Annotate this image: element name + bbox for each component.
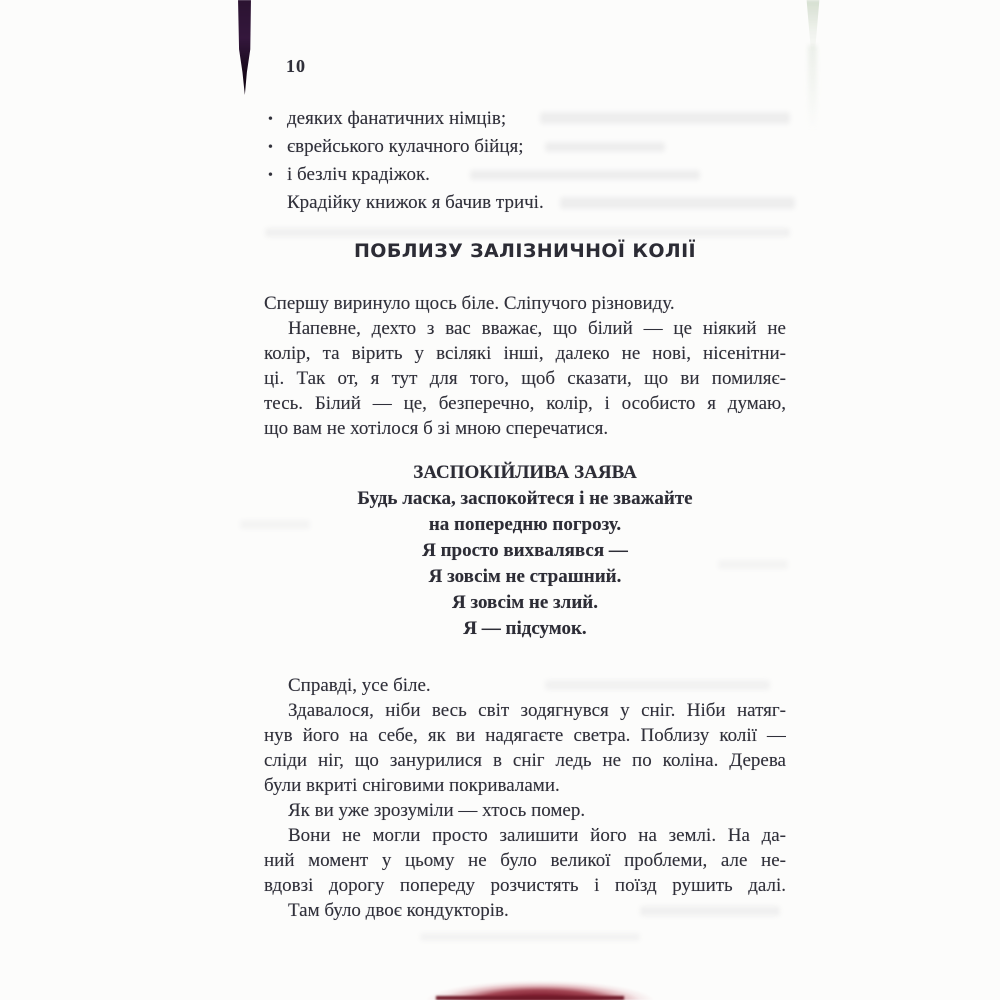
paragraph-block <box>264 291 786 441</box>
ribbon-bookmark-artifact <box>236 0 253 95</box>
bullet-item <box>264 161 786 189</box>
chapter-heading: ПОБЛИЗУ ЗАЛІЗНИЧНОЇ КОЛІЇ <box>353 240 697 262</box>
page-edge-streak-artifact <box>808 45 817 130</box>
bullet-list <box>264 105 786 217</box>
paragraph-line: Напевне, дехто з вас вважає, що білий — це ніякий не <box>288 318 786 339</box>
bullet-marker-icon: • <box>268 140 273 155</box>
bullet-marker-icon: • <box>268 112 273 127</box>
paragraph-line: були вкриті сніговими покривалами. <box>264 775 560 796</box>
paragraph-line: Здавалося, ніби весь світ зодягнувся у сніг. Ніби натяг- <box>288 700 786 721</box>
announcement-line: Я — підсумок. <box>463 618 587 639</box>
paragraph-line: нув його на себе, як ви надягаєте светра. Поблизу колії — <box>264 725 786 746</box>
paragraph-line: Спершу виринуло щось біле. Сліпучого різновиду. <box>264 293 675 314</box>
bullet-item-text: і безліч крадіжок. <box>287 164 430 185</box>
bullet-item <box>264 105 786 133</box>
paragraph-line: ці. Так от, я тут для того, щоб сказати, що ви помиляє- <box>264 368 786 389</box>
paragraph-block <box>264 673 786 923</box>
announcement-line: на попередню погрозу. <box>428 514 622 535</box>
bullet-item <box>264 133 786 161</box>
paragraph-line: тесь. Білий — це, безперечно, колір, і особисто я думаю, <box>264 393 786 414</box>
paragraph-line: що вам не хотілося б зі мною сперечатися. <box>264 418 609 439</box>
paragraph-line: Вони не могли просто залишити його на землі. На да- <box>288 825 786 846</box>
announcement-line: Я зовсім не страшний. <box>428 566 622 587</box>
announcement-line: Я зовсім не злий. <box>452 592 598 613</box>
paragraph-line: Справді, усе біле. <box>288 675 431 696</box>
page-number: 10 <box>286 56 306 76</box>
announcement-block <box>264 460 786 642</box>
paragraph-line: сліди ніг, що занурилися в сніг ледь не по коліна. Дерева <box>264 750 786 771</box>
paragraph-line: ний момент у цьому не було великої проблеми, але не- <box>264 850 786 871</box>
paragraph-line: вдовзі дорогу попереду розчистять і поїзд рушить далі. <box>264 875 786 896</box>
bleedthrough-artifact <box>265 228 790 237</box>
announcement-line: Будь ласка, заспокойтеся і не зважайте <box>357 488 693 509</box>
paragraph-line: Там було двоє кондукторів. <box>288 900 509 921</box>
paragraph-line: Як ви уже зрозуміли — хтось помер. <box>288 800 586 821</box>
announcement-line: Я просто вихвалявся — <box>422 540 628 561</box>
paragraph-line: колір, та вірить у всілякі інші, далеко не нові, нісенітни- <box>264 343 786 364</box>
bullet-marker-icon: • <box>268 168 273 183</box>
bullet-item-text: деяких фанатичних німців; <box>287 108 507 129</box>
red-book-cover-edge <box>436 996 624 1000</box>
bleedthrough-artifact <box>420 933 640 941</box>
bullet-item-text: єврейського кулачного бійця; <box>287 136 524 157</box>
announcement-title: ЗАСПОКІЙЛИВА ЗАЯВА <box>413 462 637 483</box>
list-closing-line: Крадійку книжок я бачив тричі. <box>287 192 544 213</box>
